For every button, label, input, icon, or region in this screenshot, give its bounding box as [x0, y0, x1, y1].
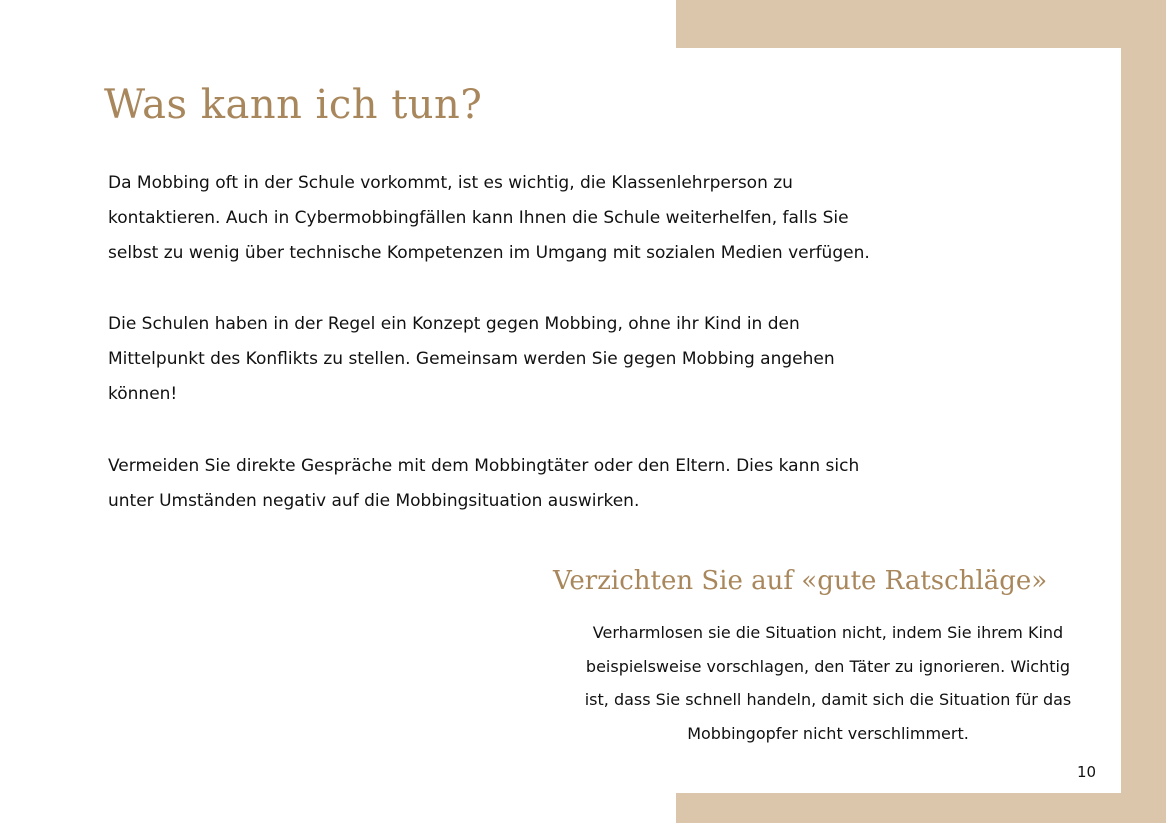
section-subtitle: Verzichten Sie auf «gute Ratschläge» — [553, 566, 1048, 596]
paragraph-avoid-conversations: Vermeiden Sie direkte Gespräche mit dem Mobbingtäter oder den Eltern. Dies kann sich unter Umständen negativ auf die Mobbingsituation auswirken. — [108, 456, 860, 511]
section-text: Verharmlosen sie die Situation nicht, indem Sie ihrem Kind beispielsweise vorschlagen, den Täter zu ignorieren. Wichtig ist, dass Sie schnell handeln, damit sich die Situation für das Mobbingopfer nicht verschlimmert. — [584, 623, 1072, 743]
paragraph-contact-school: Da Mobbing oft in der Schule vorkommt, ist es wichtig, die Klassenlehrperson zu kontaktieren. Auch in Cybermobbingfällen kann Ihnen die Schule weiterhelfen, falls Sie selbst zu wenig über technische Kompetenzen im Umgang mit sozialen Medien verfügen. — [108, 173, 870, 263]
page-number: 10 — [1077, 763, 1097, 781]
page-title: Was kann ich tun? — [104, 82, 483, 128]
paragraph-school-concept: Die Schulen haben in der Regel ein Konzept gegen Mobbing, ohne ihr Kind in den Mittelpunkt des Konflikts zu stellen. Gemeinsam werden Sie gegen Mobbing angehen können! — [108, 314, 835, 404]
